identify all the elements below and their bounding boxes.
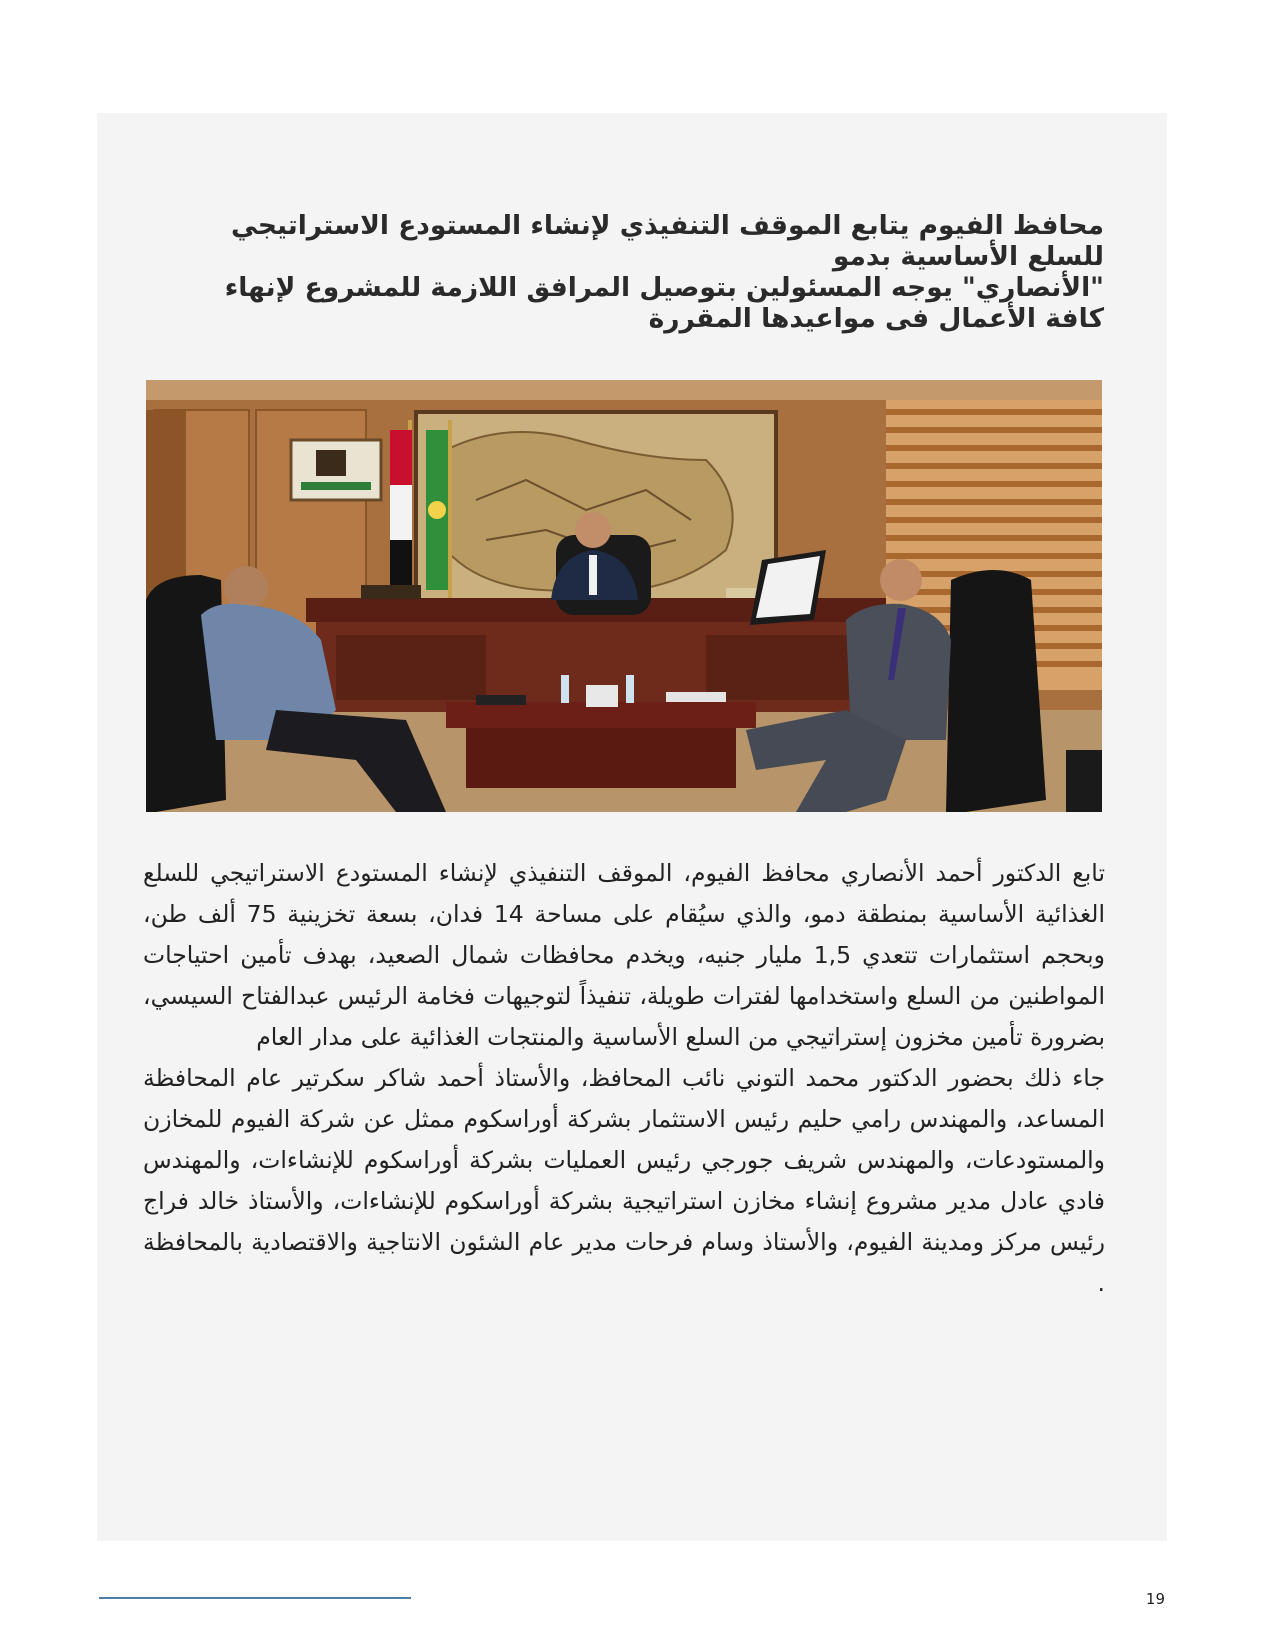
article-paragraph: تابع الدكتور أحمد الأنصاري محافظ الفيوم، الموقف التنفيذي لإنشاء المستودع الاستراتيجي للسلع الغذائية الأساسية بمنطقة دمو، والذي سيُقام على مساحة 14 فدان، بسعة تخزينية 75 ألف طن، وبحجم استثمارات تتعدي 1,5 مليار جنيه، ويخدم محافظات شمال الصعيد، بهدف تأمين احتياجات المواطنين من السلع واستخدامها لفترات طويلة، تنفيذاً لتوجيهات فخامة الرئيس عبدالفتاح السيسي، بضرورة تأمين مخزون إستراتيجي من السلع الأساسية والمنتجات الغذائية على مدار العام (143, 859, 1106, 1051)
article-paragraph: جاء ذلك بحضور الدكتور محمد التوني نائب المحافظ، والأستاذ أحمد شاكر سكرتير عام المحافظة المساعد، والمهندس رامي حليم رئيس الاستثمار بشركة أوراسكوم ممثل عن شركة الفيوم للمخازن والمستودعات، والمهندس شريف جورجي رئيس العمليات بشركة أوراسكوم للإنشاءات، والمهندس فادي عادل مدير مشروع إنشاء مخازن استراتيجية بشركة أوراسكوم للإنشاءات، والأستاذ خالد فراج رئيس مركز ومدينة الفيوم، والأستاذ وسام فرحات مدير عام الشئون الانتاجية والاقتصادية بالمحافظة . (143, 1064, 1105, 1297)
title-line: محافظ الفيوم يتابع الموقف التنفيذي لإنشاء المستودع الاستراتيجي (231, 210, 1104, 241)
title-line: للسلع الأساسية بدمو (832, 241, 1104, 272)
footer-divider (99, 1597, 411, 1599)
article-body (143, 853, 1105, 1304)
article-title (190, 210, 1104, 334)
page-number: 19 (1145, 1590, 1165, 1608)
title-line: كافة الأعمال فى مواعيدها المقررة (648, 303, 1104, 334)
title-line: "الأنصاري" يوجه المسئولين بتوصيل المرافق اللازمة للمشروع لإنهاء (224, 272, 1104, 303)
meeting-photo (146, 380, 1102, 812)
